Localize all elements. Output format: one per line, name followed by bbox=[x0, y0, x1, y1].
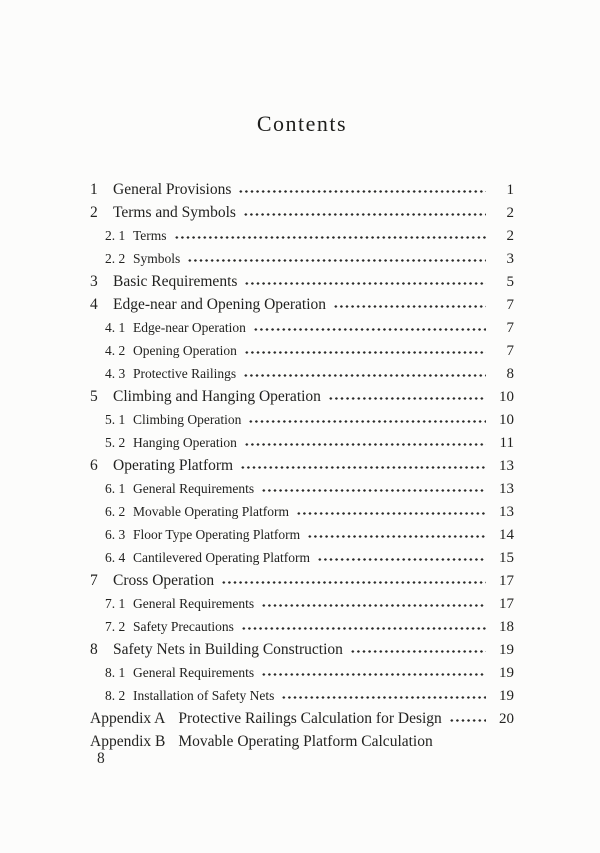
toc-entry-label: Cantilevered Operating Platform bbox=[133, 550, 310, 565]
toc-entry-number: 4 bbox=[90, 296, 98, 313]
dot-leader bbox=[244, 442, 486, 447]
toc-entry-label: Symbols bbox=[133, 251, 181, 266]
toc-entry-number: 3 bbox=[90, 273, 98, 290]
toc-entry-label: Terms bbox=[133, 228, 167, 243]
toc-entry-number: 8. 1 bbox=[105, 665, 126, 680]
toc-entry bbox=[90, 224, 514, 247]
toc-entry bbox=[90, 569, 514, 592]
toc-entry-number: 1 bbox=[90, 181, 98, 198]
toc-entry bbox=[90, 408, 514, 431]
toc-entry-page: 18 bbox=[499, 619, 514, 635]
toc-entry bbox=[90, 523, 514, 546]
toc-entry-label: Operating Platform bbox=[113, 457, 234, 474]
toc-entry-label: General Requirements bbox=[133, 596, 255, 611]
dot-leader bbox=[333, 304, 486, 309]
dot-leader bbox=[241, 626, 486, 631]
toc-entry-label: Edge-near and Opening Operation bbox=[113, 296, 327, 313]
dot-leader bbox=[240, 465, 486, 470]
toc-entry bbox=[90, 730, 514, 753]
dot-leader bbox=[317, 557, 486, 562]
toc-entry bbox=[90, 638, 514, 661]
toc-entry-label: Movable Operating Platform bbox=[133, 504, 289, 519]
toc-entry-page: 13 bbox=[499, 458, 514, 474]
dot-leader bbox=[238, 189, 486, 194]
dot-leader bbox=[261, 603, 486, 608]
page-title: Contents bbox=[256, 111, 348, 136]
toc-entry-number: 7. 1 bbox=[105, 596, 126, 611]
dot-leader bbox=[261, 672, 486, 677]
toc-entry-page: 7 bbox=[506, 297, 514, 313]
toc-entry-label: Safety Nets in Building Construction bbox=[113, 641, 343, 658]
toc-entry-page: 20 bbox=[499, 711, 514, 727]
dot-leader bbox=[243, 212, 486, 217]
toc-entry-page: 17 bbox=[499, 573, 514, 589]
dot-leader bbox=[281, 695, 486, 700]
toc-entry-number: 8. 2 bbox=[105, 688, 126, 703]
toc-entry bbox=[90, 270, 514, 293]
toc-entry-number: 4. 3 bbox=[105, 366, 126, 381]
dot-leader bbox=[350, 649, 486, 654]
toc-entry-label: General Requirements bbox=[133, 665, 255, 680]
toc-entry-label: Hanging Operation bbox=[133, 435, 237, 450]
toc-entry-page: 11 bbox=[499, 435, 514, 451]
toc-entry bbox=[90, 247, 514, 270]
toc-entry-page: 2 bbox=[506, 205, 514, 221]
toc-entry-label: Movable Operating Platform Calculation bbox=[178, 733, 433, 750]
toc-entry bbox=[90, 546, 514, 569]
toc-entry-page: 1 bbox=[506, 182, 514, 198]
toc-entry bbox=[90, 201, 514, 224]
toc-entry bbox=[90, 385, 514, 408]
dot-leader bbox=[243, 373, 486, 378]
toc-entry-number: 6. 3 bbox=[105, 527, 126, 542]
toc-entry-number: 5 bbox=[90, 388, 98, 405]
toc-entry-page: 19 bbox=[499, 665, 514, 681]
toc-entry-label: Opening Operation bbox=[133, 343, 237, 358]
toc-entry bbox=[90, 477, 514, 500]
toc-entry bbox=[90, 339, 514, 362]
toc-entry-page: 5 bbox=[506, 274, 514, 290]
toc-entry-number: 8 bbox=[90, 641, 98, 658]
toc-entry-number: 7 bbox=[90, 572, 98, 589]
toc-entry-number: 6. 4 bbox=[105, 550, 126, 565]
toc-entry-number: 2. 2 bbox=[105, 251, 126, 266]
toc-entry-number: 6. 1 bbox=[105, 481, 126, 496]
toc-entry-page: 19 bbox=[499, 688, 514, 704]
dot-leader bbox=[449, 718, 486, 723]
toc-entry-number: 5. 1 bbox=[105, 412, 126, 427]
toc-entry-page: 19 bbox=[499, 642, 514, 658]
toc-entry-label: Edge-near Operation bbox=[133, 320, 246, 335]
toc-entry-label: Floor Type Operating Platform bbox=[133, 527, 301, 542]
toc-entry-label: Installation of Safety Nets bbox=[133, 688, 275, 703]
toc-entry-page: 13 bbox=[499, 481, 514, 497]
toc-entry bbox=[90, 500, 514, 523]
toc-content bbox=[90, 111, 514, 753]
toc-entry-page: 3 bbox=[506, 251, 514, 267]
toc-entry bbox=[90, 293, 514, 316]
toc-entry-number: 7. 2 bbox=[105, 619, 126, 634]
dot-leader bbox=[248, 419, 486, 424]
toc-entry-page: 10 bbox=[499, 389, 514, 405]
folio-page-number: 8 bbox=[97, 750, 105, 767]
toc-entry bbox=[90, 661, 514, 684]
toc-entry bbox=[90, 707, 514, 730]
toc-entry-page: 14 bbox=[499, 527, 514, 543]
toc-entry-label: Terms and Symbols bbox=[113, 204, 236, 221]
dot-leader bbox=[221, 580, 486, 585]
toc-entry-label: General Provisions bbox=[113, 181, 232, 198]
toc-entry-number: 5. 2 bbox=[105, 435, 126, 450]
toc-entry bbox=[90, 362, 514, 385]
toc-entry-page: 13 bbox=[499, 504, 514, 520]
toc-entry-page: 15 bbox=[499, 550, 514, 566]
toc-entry-number: 4. 1 bbox=[105, 320, 126, 335]
toc-entry bbox=[90, 454, 514, 477]
dot-leader bbox=[174, 235, 486, 240]
toc-entry-page: 10 bbox=[499, 412, 514, 428]
toc-list bbox=[90, 178, 514, 753]
toc-entry-number: Appendix A bbox=[90, 710, 166, 727]
toc-entry bbox=[90, 431, 514, 454]
toc-entry bbox=[90, 316, 514, 339]
toc-entry bbox=[90, 592, 514, 615]
dot-leader bbox=[261, 488, 486, 493]
toc-entry bbox=[90, 684, 514, 707]
dot-leader bbox=[328, 396, 486, 401]
toc-entry-label: General Requirements bbox=[133, 481, 255, 496]
dot-leader bbox=[253, 327, 486, 332]
toc-entry-number: 2 bbox=[90, 204, 98, 221]
toc-entry-label: Cross Operation bbox=[113, 572, 215, 589]
toc-entry-page: 2 bbox=[506, 228, 514, 244]
toc-entry-page: 17 bbox=[499, 596, 514, 612]
toc-entry-label: Basic Requirements bbox=[113, 273, 238, 290]
toc-entry-page: 7 bbox=[506, 320, 514, 336]
toc-entry bbox=[90, 615, 514, 638]
toc-entry-label: Climbing and Hanging Operation bbox=[113, 388, 321, 405]
toc-entry-label: Protective Railings bbox=[133, 366, 237, 381]
toc-entry-number: 6 bbox=[90, 457, 98, 474]
toc-entry bbox=[90, 178, 514, 201]
toc-entry-label: Climbing Operation bbox=[133, 412, 242, 427]
toc-entry-number: Appendix B bbox=[90, 733, 166, 750]
toc-entry-page: 7 bbox=[506, 343, 514, 359]
toc-entry-label: Protective Railings Calculation for Design bbox=[178, 710, 442, 727]
dot-leader bbox=[187, 258, 486, 263]
dot-leader bbox=[244, 281, 486, 286]
toc-entry-page: 8 bbox=[506, 366, 514, 382]
dot-leader bbox=[244, 350, 486, 355]
toc-entry-label: Safety Precautions bbox=[133, 619, 234, 634]
toc-entry-number: 6. 2 bbox=[105, 504, 126, 519]
dot-leader bbox=[307, 534, 486, 539]
toc-entry-number: 2. 1 bbox=[105, 228, 126, 243]
toc-entry-number: 4. 2 bbox=[105, 343, 126, 358]
dot-leader bbox=[296, 511, 486, 516]
